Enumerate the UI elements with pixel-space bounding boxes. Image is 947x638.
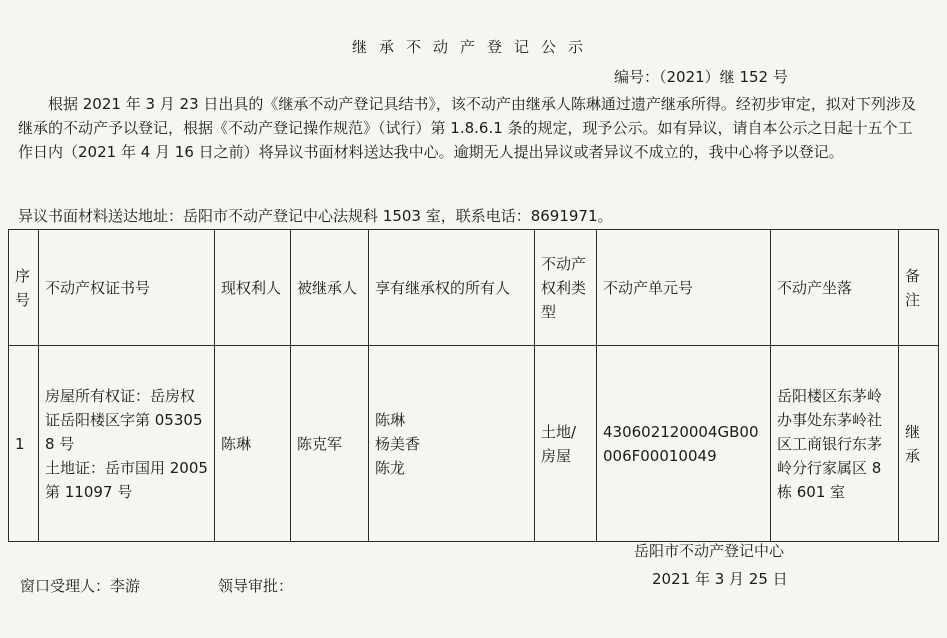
registration-table [8, 229, 939, 542]
header-location: 不动产坐落 [771, 230, 899, 346]
header-no: 序号 [9, 230, 39, 346]
header-holder: 现权利人 [215, 230, 291, 346]
cell-holder: 陈琳 [215, 346, 291, 542]
header-heirs: 享有继承权的所有人 [369, 230, 535, 346]
objection-address: 异议书面材料送达地址：岳阳市不动产登记中心法规科 1503 室，联系电话：8691971。 [18, 207, 613, 225]
header-decedent: 被继承人 [291, 230, 369, 346]
notice-body: 根据 2021 年 3 月 23 日出具的《继承不动产登记具结书》，该不动产由继承人陈琳通过遗产继承所得。经初步审定，拟对下列涉及继承的不动产予以登记，根据《不动产登记操作规范》（试行）第 1.8.6.1 条的规定，现予公示。如有异议，请自本公示之日起十五个工作日内（2021 年 4 月 16 日之前）将异议书面材料送达我中心。逾期无人提出异议或者异议不成立的，我中心将予以登记。 [18, 95, 916, 161]
cert-land: 土地证：岳市国用 2005 第 11097 号 [45, 458, 208, 501]
cell-cert [39, 346, 215, 542]
header-cert: 不动产权证书号 [39, 230, 215, 346]
cell-decedent: 陈克军 [291, 346, 369, 542]
table-header-row [9, 230, 939, 346]
header-unit: 不动产单元号 [597, 230, 771, 346]
header-remark: 备注 [899, 230, 939, 346]
table-row [9, 346, 939, 542]
cert-house: 房屋所有权证：岳房权证岳阳楼区字第 053058 号 [45, 386, 203, 453]
notice-title: 继承不动产登记公示 [351, 38, 595, 56]
cell-heirs [369, 346, 535, 542]
leader-approval: 领导审批： [218, 577, 294, 595]
issuing-org: 岳阳市不动产登记中心 [634, 542, 785, 560]
cell-unit: 430602120004GB00006F00010049 [597, 346, 771, 542]
serial-number: 编号：（2021）继 152 号 [614, 68, 788, 86]
heir-name: 陈琳 [375, 410, 406, 429]
cell-location: 岳阳楼区东茅岭办事处东茅岭社区工商银行东茅岭分行家属区 8 栋 601 室 [771, 346, 899, 542]
issue-date: 2021 年 3 月 25 日 [652, 570, 788, 588]
window-staff: 窗口受理人：李游 [20, 577, 141, 595]
cell-no: 1 [9, 346, 39, 542]
header-type: 不动产权利类型 [535, 230, 597, 346]
heir-name: 陈龙 [375, 458, 406, 477]
heir-name: 杨美香 [375, 434, 421, 453]
cell-remark: 继承 [899, 346, 939, 542]
cell-type: 土地/房屋 [535, 346, 597, 542]
